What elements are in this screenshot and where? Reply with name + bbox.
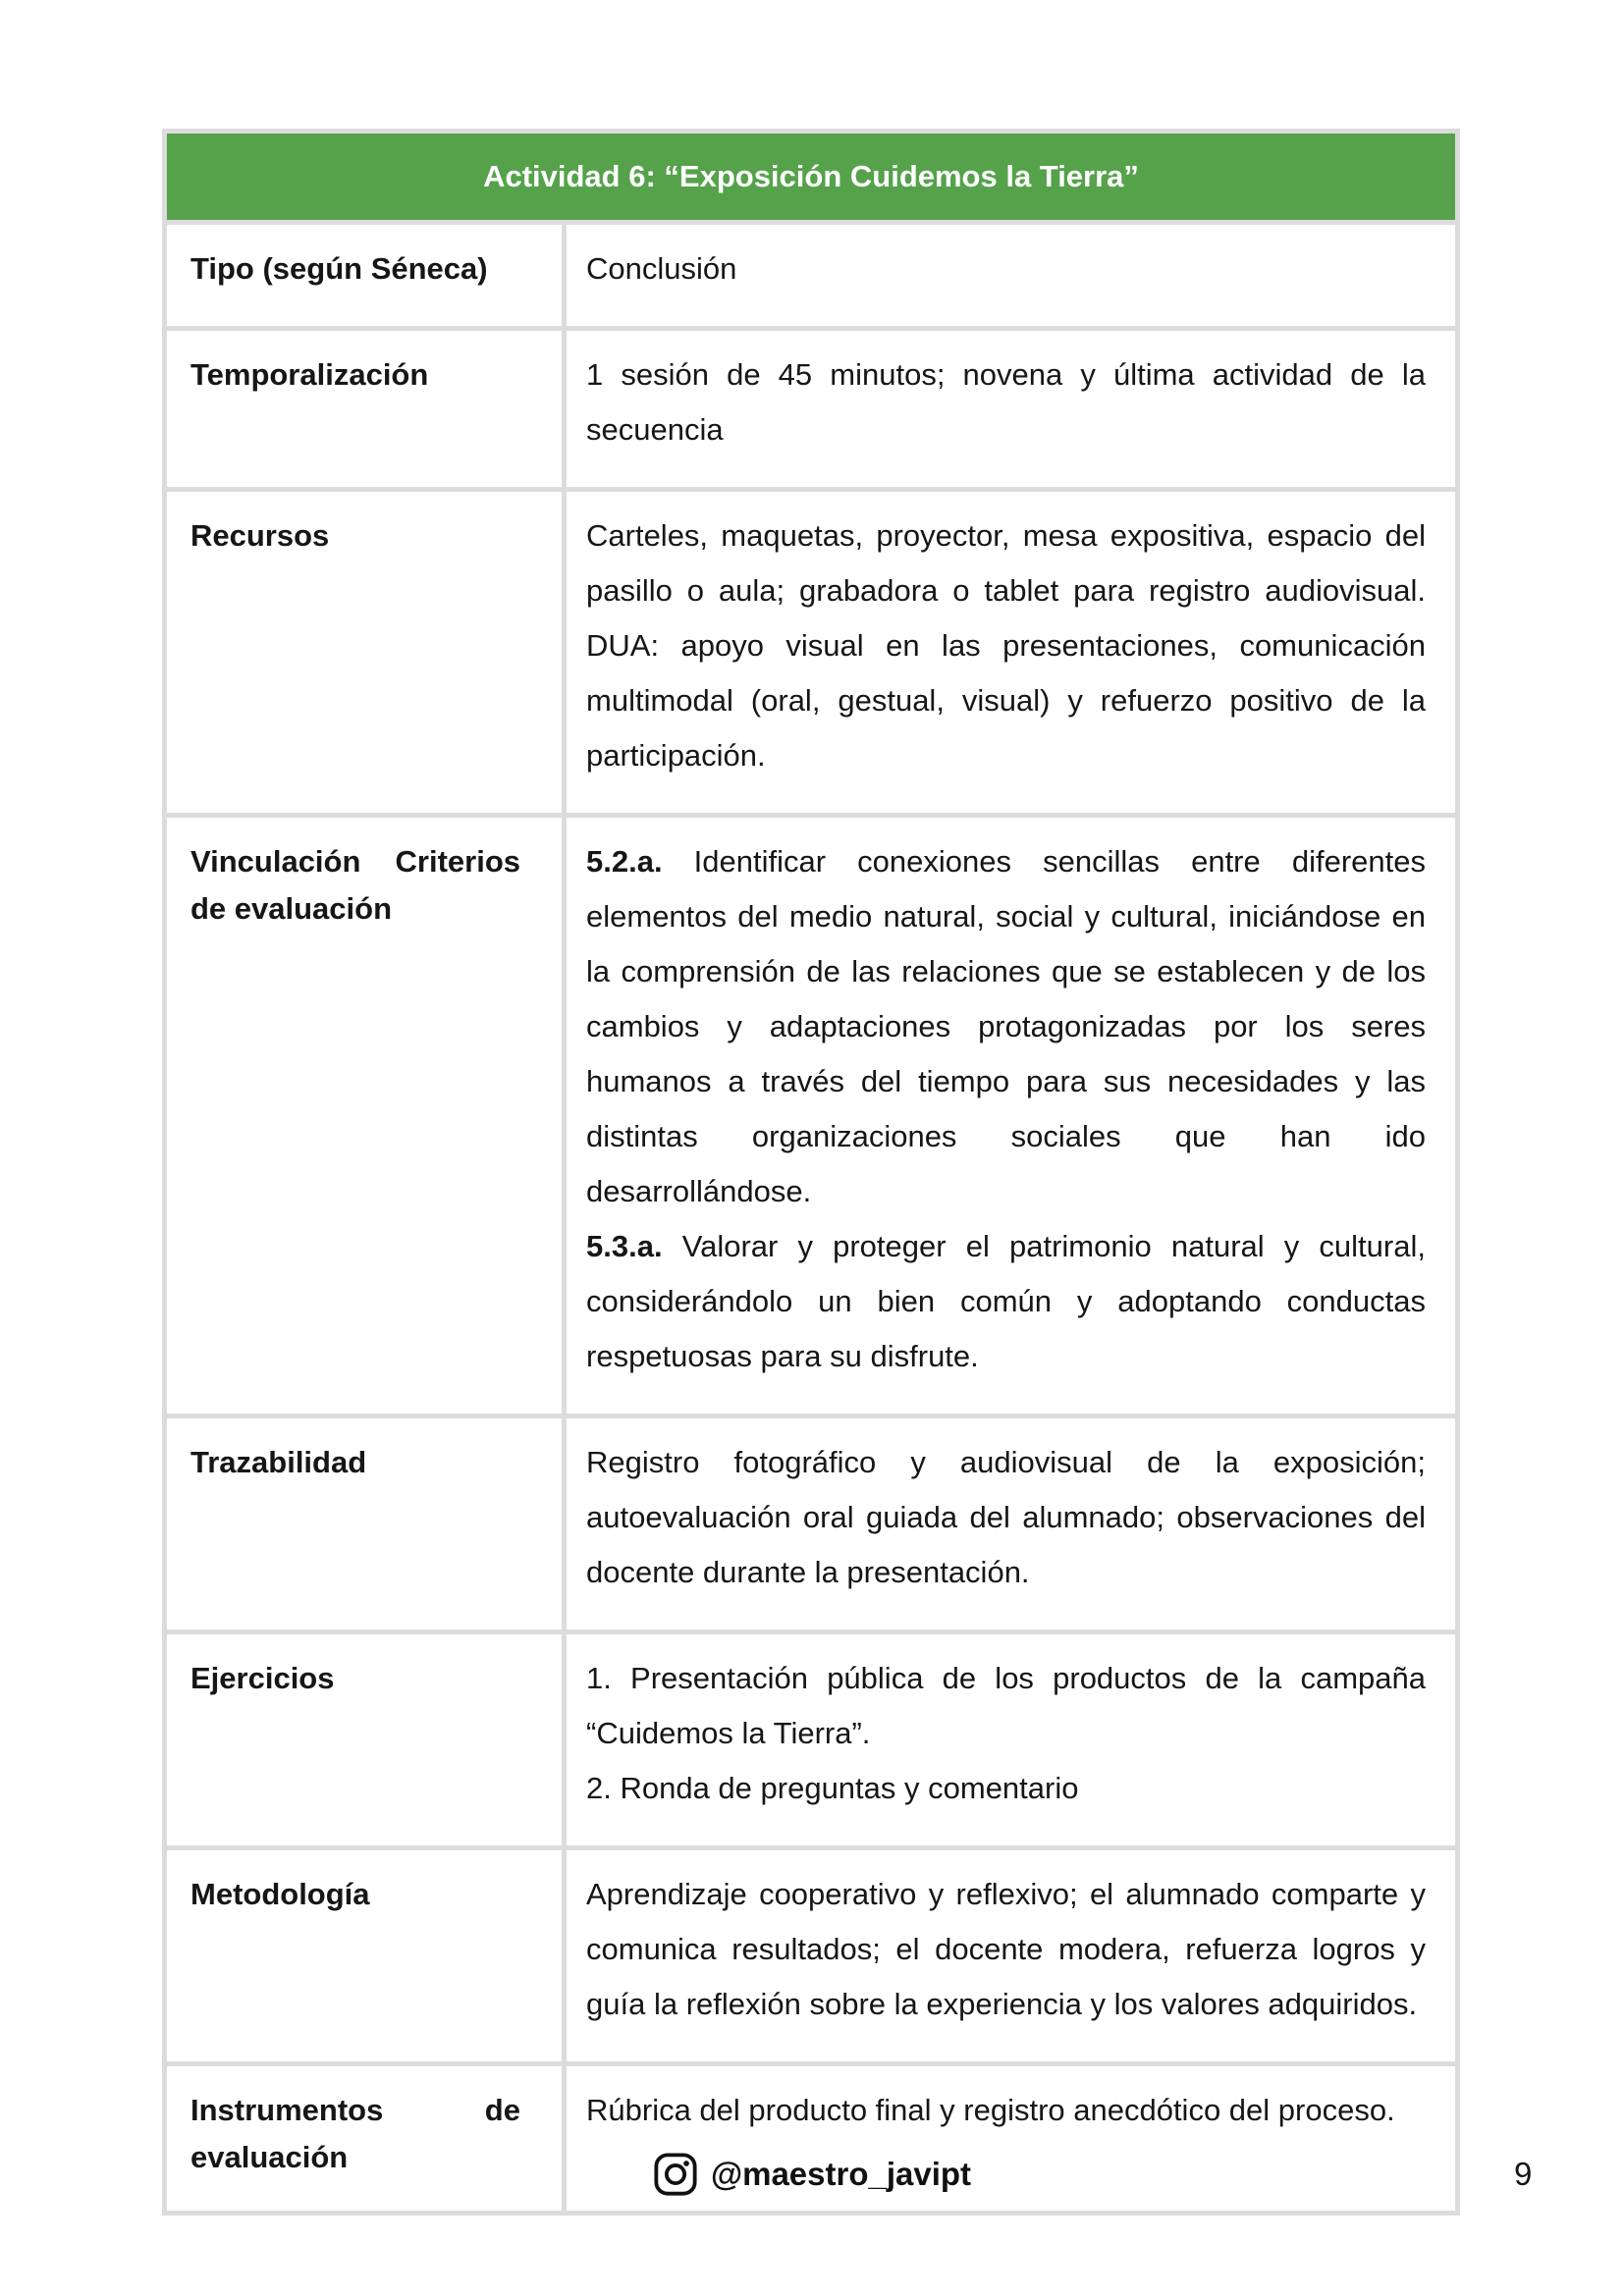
criterion-1-code: 5.2.a.	[586, 844, 663, 879]
instagram-handle: @maestro_javipt	[710, 2156, 972, 2192]
row-metodologia-content: Aprendizaje cooperativo y reflexivo; el alumnado comparte y comunica resultados; el docente modera, refuerza logros y guía la reflexión sobre la experiencia y los valores adquiridos.	[567, 1850, 1455, 2061]
row-vinculacion-label: Vinculación Criterios de evaluación	[167, 818, 562, 1414]
row-vinculacion-content	[567, 818, 1455, 1414]
criterion-1-text: Identificar conexiones sencillas entre diferentes elementos del medio natural, social y cultural, iniciándose en la comprensión de las relaciones que se establecen y de los cambios y adaptaciones protagonizadas por los seres humanos a través del tiempo para sus necesidades y las distintas organizaciones sociales que han ido desarrollándose.	[586, 844, 1426, 1208]
row-ejercicios-label: Ejercicios	[167, 1634, 562, 1845]
instagram-icon	[653, 2152, 698, 2197]
page-footer	[0, 2152, 1624, 2197]
row-metodologia-label: Metodología	[167, 1850, 562, 2061]
activity-table-title: Actividad 6: “Exposición Cuidemos la Tierra”	[167, 133, 1455, 220]
row-trazabilidad-content: Registro fotográfico y audiovisual de la exposición; autoevaluación oral guiada del alumnado; observaciones del docente durante la presentación.	[567, 1418, 1455, 1629]
ejercicio-1: 1. Presentación pública de los productos de la campaña “Cuidemos la Tierra”.	[586, 1661, 1426, 1750]
ejercicio-2: 2. Ronda de preguntas y comentario	[586, 1771, 1079, 1805]
row-instrumentos-content: Rúbrica del producto final y registro anecdótico del proceso.	[567, 2066, 1455, 2211]
criterion-1	[586, 834, 1426, 1219]
activity-table	[162, 129, 1460, 2216]
row-tipo-label: Tipo (según Séneca)	[167, 225, 562, 326]
row-recursos-content: Carteles, maquetas, proyector, mesa expositiva, espacio del pasillo o aula; grabadora o tablet para registro audiovisual. DUA: apoyo visual en las presentaciones, comunicación multimodal (oral, gestual, visual) y refuerzo positivo de la participación.	[567, 492, 1455, 813]
row-tipo-content: Conclusión	[567, 225, 1455, 326]
row-temporalizacion-content: 1 sesión de 45 minutos; novena y última actividad de la secuencia	[567, 331, 1455, 487]
row-recursos-label: Recursos	[167, 492, 562, 813]
criterion-2-text: Valorar y proteger el patrimonio natural y cultural, considerándolo un bien común y adoptando conductas respetuosas para su disfrute.	[586, 1229, 1426, 1373]
page-number: 9	[1514, 2156, 1533, 2192]
row-ejercicios-content	[567, 1634, 1455, 1845]
row-instrumentos-label: Instrumentos de evaluación	[167, 2066, 562, 2211]
row-temporalizacion-label: Temporalización	[167, 331, 562, 487]
row-trazabilidad-label: Trazabilidad	[167, 1418, 562, 1629]
criterion-2	[586, 1219, 1426, 1384]
criterion-2-code: 5.3.a.	[586, 1229, 663, 1263]
